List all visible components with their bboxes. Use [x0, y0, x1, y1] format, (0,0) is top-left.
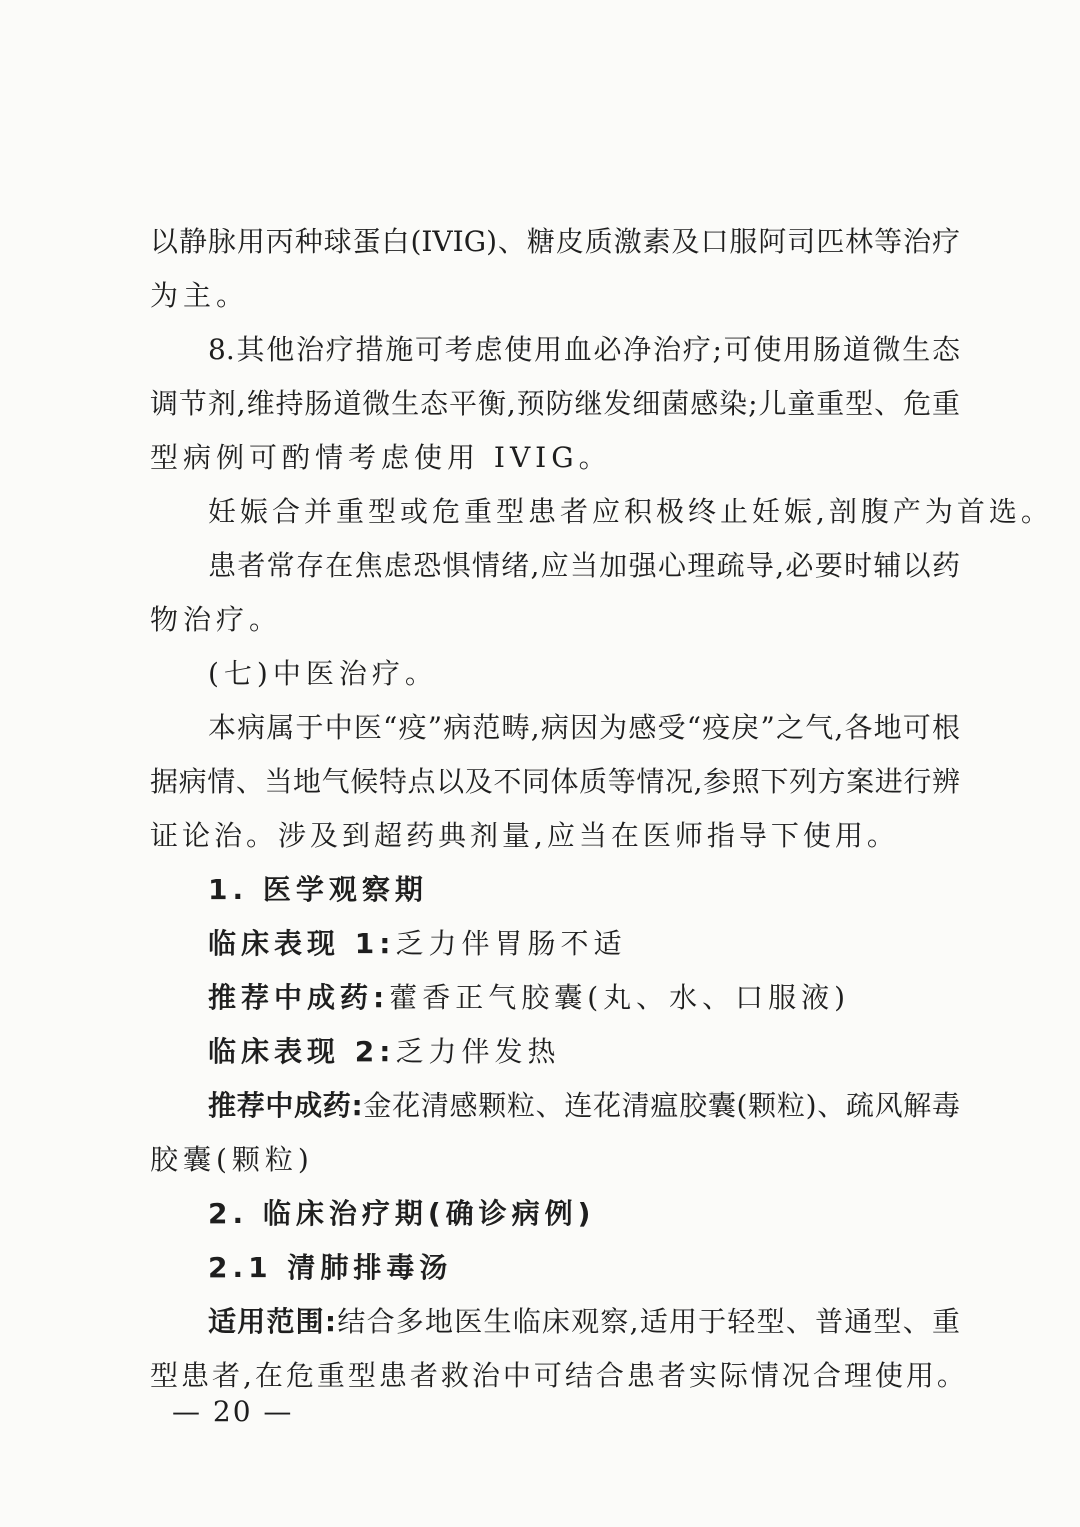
value: 结合多地医生临床观察,适用于轻型、普通型、重 [336, 1305, 960, 1338]
paragraph-line: 为主。 [150, 279, 250, 312]
recommended-medicine-2 [208, 1086, 960, 1126]
scope-of-application [208, 1302, 960, 1342]
recommended-medicine-1 [208, 978, 960, 1018]
paragraph-line: 物治疗。 [150, 603, 283, 636]
label: 临床表现 1: [208, 927, 396, 960]
subsection-heading: 2.1 清肺排毒汤 [208, 1251, 453, 1284]
value: 藿香正气胶囊(丸、水、口服液) [389, 981, 851, 1014]
subsection-heading: 2. 临床治疗期(确诊病例) [208, 1197, 596, 1230]
paragraph-line: 妊娠合并重型或危重型患者应积极终止妊娠,剖腹产为首选。 [208, 495, 1053, 528]
paragraph-line: 型患者,在危重型患者救治中可结合患者实际情况合理使用。 [150, 1359, 968, 1392]
paragraph-line: 胶囊(颗粒) [150, 1143, 314, 1176]
paragraph-line: 调节剂,维持肠道微生态平衡,预防继发细菌感染;儿童重型、危重 [150, 387, 960, 420]
paragraph-line: 证论治。涉及到超药典剂量,应当在医师指导下使用。 [150, 819, 899, 852]
label: 推荐中成药: [208, 1089, 363, 1122]
paragraph-line: 据病情、当地气候特点以及不同体质等情况,参照下列方案进行辨 [150, 765, 960, 798]
label: 适用范围: [208, 1305, 337, 1338]
clinical-manifestation-1 [208, 924, 960, 964]
paragraph-line: 型病例可酌情考虑使用 IVIG。 [150, 441, 612, 474]
paragraph-line: 本病属于中医“疫”病范畴,病因为感受“疫戾”之气,各地可根 [208, 711, 960, 744]
paragraph-line: 8.其他治疗措施可考虑使用血必净治疗;可使用肠道微生态 [208, 333, 960, 366]
value: 乏力伴胃肠不适 [395, 927, 627, 960]
label: 推荐中成药: [208, 981, 390, 1014]
value: 乏力伴发热 [395, 1035, 561, 1068]
section-heading: (七)中医治疗。 [208, 657, 438, 690]
paragraph-line: 以静脉用丙种球蛋白(IVIG)、糖皮质激素及口服阿司匹林等治疗 [150, 225, 960, 258]
page-number: — 20 — [172, 1395, 294, 1428]
subsection-heading: 1. 医学观察期 [208, 873, 428, 906]
clinical-manifestation-2 [208, 1032, 960, 1072]
paragraph-line: 患者常存在焦虑恐惧情绪,应当加强心理疏导,必要时辅以药 [208, 549, 960, 582]
value: 金花清感颗粒、连花清瘟胶囊(颗粒)、疏风解毒 [362, 1089, 960, 1122]
label: 临床表现 2: [208, 1035, 396, 1068]
